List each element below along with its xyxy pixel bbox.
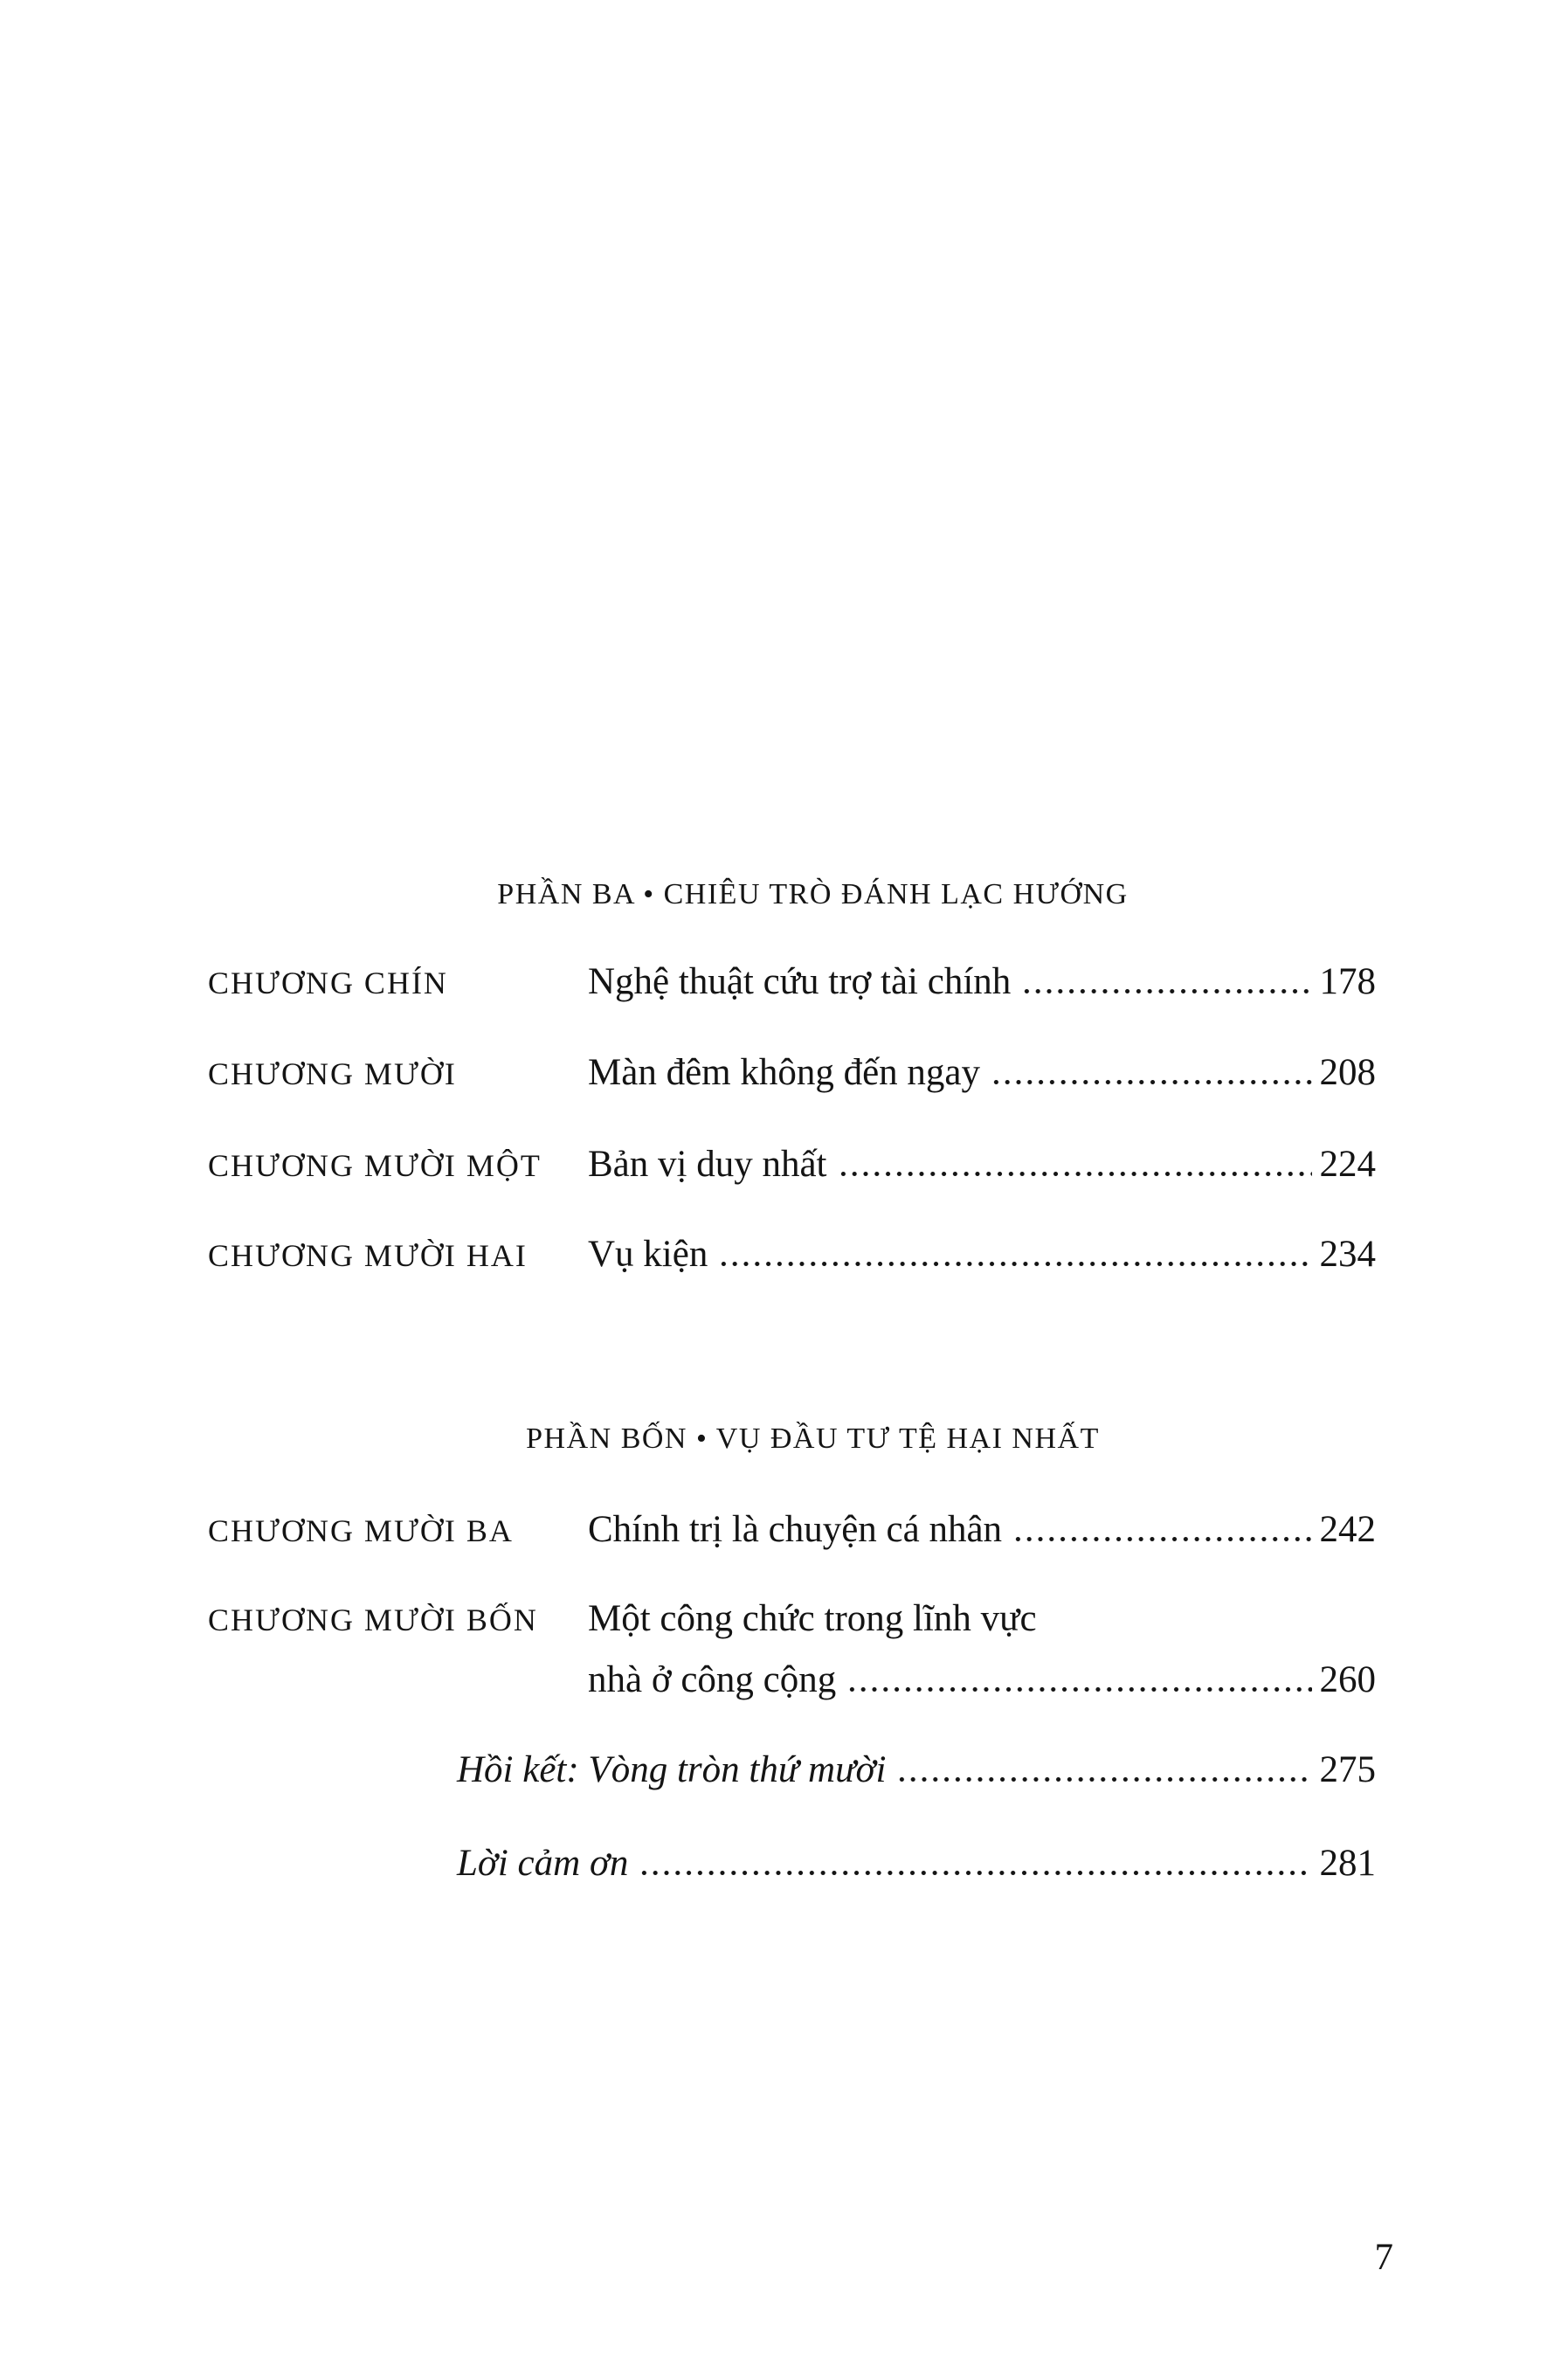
chapter-label: CHƯƠNG MƯỜI MỘT — [208, 1148, 542, 1183]
backmatter-entry — [457, 1842, 1376, 1886]
page-number: 208 — [1319, 1052, 1376, 1093]
toc-entry — [208, 1143, 1376, 1187]
section-heading: PHẦN BỐN • VỤ ĐẦU TƯ TỆ HẠI NHẤT — [526, 1422, 1100, 1455]
chapter-title: Một công chức trong lĩnh vực — [588, 1598, 1037, 1639]
backmatter-entry — [457, 1748, 1376, 1792]
toc-entry — [208, 1508, 1376, 1553]
chapter-label: CHƯƠNG MƯỜI HAI — [208, 1238, 528, 1273]
toc-entry — [208, 1597, 1376, 1642]
page-number: 234 — [1319, 1234, 1376, 1275]
chapter-title: Bản vị duy nhất — [588, 1144, 827, 1185]
toc-entry-continuation — [588, 1658, 1376, 1702]
chapter-title: Nghệ thuật cứu trợ tài chính — [588, 961, 1012, 1002]
chapter-title: Chính trị là chuyện cá nhân — [588, 1509, 1003, 1550]
page-number: 178 — [1319, 961, 1376, 1002]
chapter-title-continuation: nhà ở công cộng — [588, 1659, 837, 1700]
chapter-label: CHƯƠNG MƯỜI BA — [208, 1513, 514, 1548]
toc-entry — [208, 960, 1376, 1005]
section-heading: PHẦN BA • CHIÊU TRÒ ĐÁNH LẠC HƯỚNG — [497, 878, 1129, 910]
page-number: 242 — [1319, 1509, 1376, 1550]
chapter-label: CHƯƠNG MƯỜI BỐN — [208, 1602, 538, 1637]
chapter-label: CHƯƠNG MƯỜI — [208, 1056, 457, 1091]
chapter-label: CHƯƠNG CHÍN — [208, 966, 448, 1000]
page-number: 260 — [1319, 1659, 1376, 1700]
backmatter-title: Lời cảm ơn — [457, 1843, 629, 1884]
toc-entry — [208, 1233, 1376, 1277]
page-number: 224 — [1319, 1144, 1376, 1185]
chapter-title: Màn đêm không đến ngay — [588, 1052, 981, 1093]
page-number: 275 — [1319, 1749, 1376, 1790]
page-number: 281 — [1319, 1843, 1376, 1884]
toc-entry — [208, 1051, 1376, 1096]
backmatter-title: Hồi kết: Vòng tròn thứ mười — [457, 1749, 887, 1790]
page-folio: 7 — [1374, 2237, 1393, 2278]
chapter-title: Vụ kiện — [588, 1234, 708, 1275]
